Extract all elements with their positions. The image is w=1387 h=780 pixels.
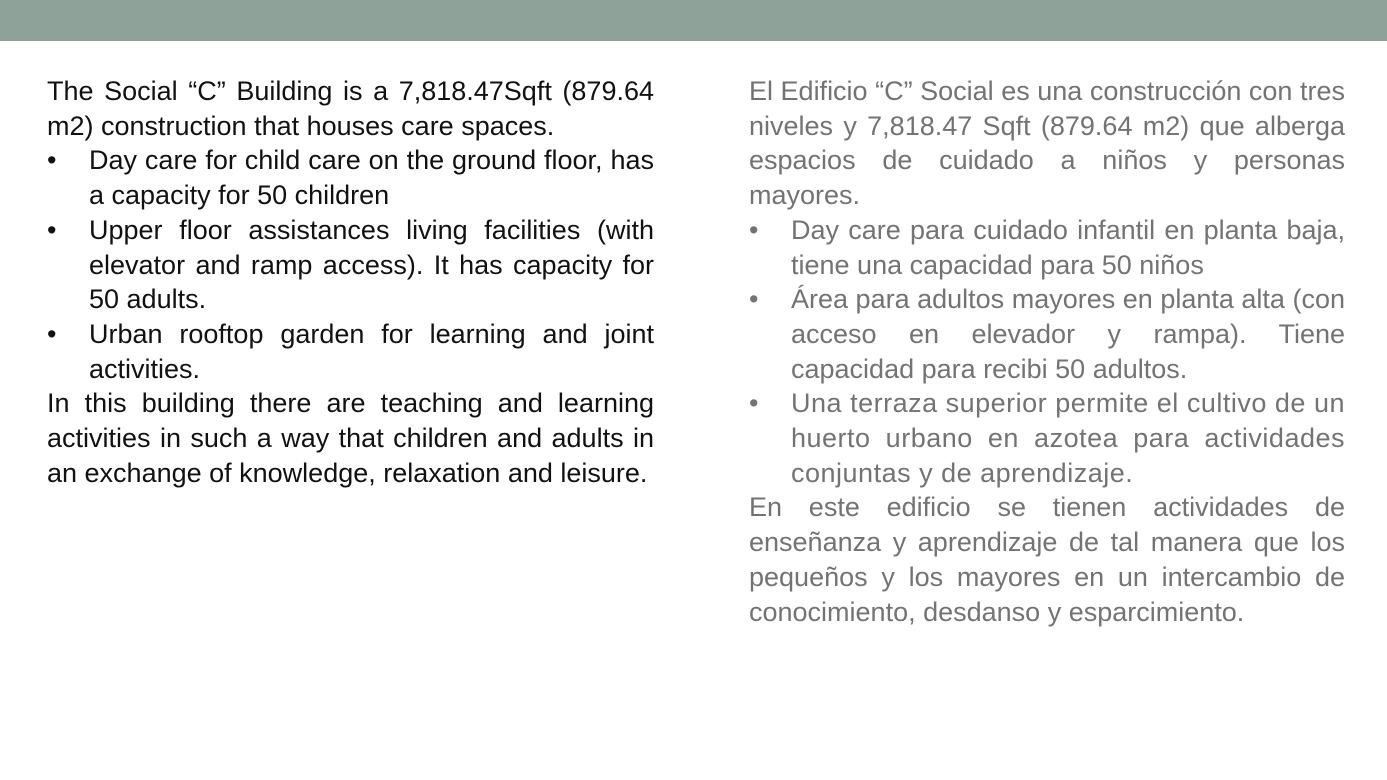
spanish-bullet-text: Una terraza superior permite el cultivo de un huerto urbano en azotea para actividades conjuntas y de aprendizaje. bbox=[791, 388, 1345, 488]
bullet-marker: • bbox=[749, 284, 759, 315]
english-bullet-item bbox=[47, 317, 654, 386]
header-bar bbox=[0, 0, 1387, 41]
spanish-text-column bbox=[749, 74, 1345, 629]
spanish-bullet-text: Day care para cuidado infantil en planta baja, tiene una capacidad para 50 niños bbox=[791, 214, 1345, 280]
spanish-closing-paragraph: En este edificio se tienen actividades de enseñanza y aprendizaje de tal manera que los pequeños y los mayores en un intercambio de conocimiento, desdanso y esparcimiento. bbox=[749, 492, 1345, 627]
english-bullet-item bbox=[47, 143, 654, 212]
spanish-bullet-item bbox=[749, 386, 1345, 490]
spanish-bullet-list bbox=[749, 213, 1345, 491]
bullet-marker: • bbox=[749, 214, 759, 245]
spanish-bullet-item bbox=[749, 213, 1345, 282]
english-intro-paragraph: The Social “C” Building is a 7,818.47Sqft (879.64 m2) construction that houses care spaces. bbox=[47, 76, 654, 141]
bullet-marker: • bbox=[47, 318, 57, 349]
english-text-column bbox=[47, 74, 654, 490]
english-bullet-text: Day care for child care on the ground floor, has a capacity for 50 children bbox=[89, 145, 654, 211]
spanish-intro-paragraph: El Edificio “C” Social es una construcción con tres niveles y 7,818.47 Sqft (879.64 m2) que alberga espacios de cuidado a niños y personas mayores. bbox=[749, 76, 1345, 211]
english-closing-paragraph: In this building there are teaching and learning activities in such a way that children and adults in an exchange of knowledge, relaxation and leisure. bbox=[47, 388, 654, 488]
bullet-marker: • bbox=[47, 214, 57, 245]
bullet-marker: • bbox=[749, 388, 759, 419]
spanish-bullet-item bbox=[749, 282, 1345, 386]
bullet-marker: • bbox=[47, 145, 57, 176]
english-bullet-list bbox=[47, 143, 654, 386]
english-bullet-item bbox=[47, 213, 654, 317]
english-bullet-text: Upper floor assistances living facilities (with elevator and ramp access). It has capacity for 50 adults. bbox=[89, 214, 654, 315]
spanish-bullet-text: Área para adultos mayores en planta alta (con acceso en elevador y rampa). Tiene capacidad para recibi 50 adultos. bbox=[791, 284, 1345, 384]
english-bullet-text: Urban rooftop garden for learning and joint activities. bbox=[89, 318, 654, 384]
